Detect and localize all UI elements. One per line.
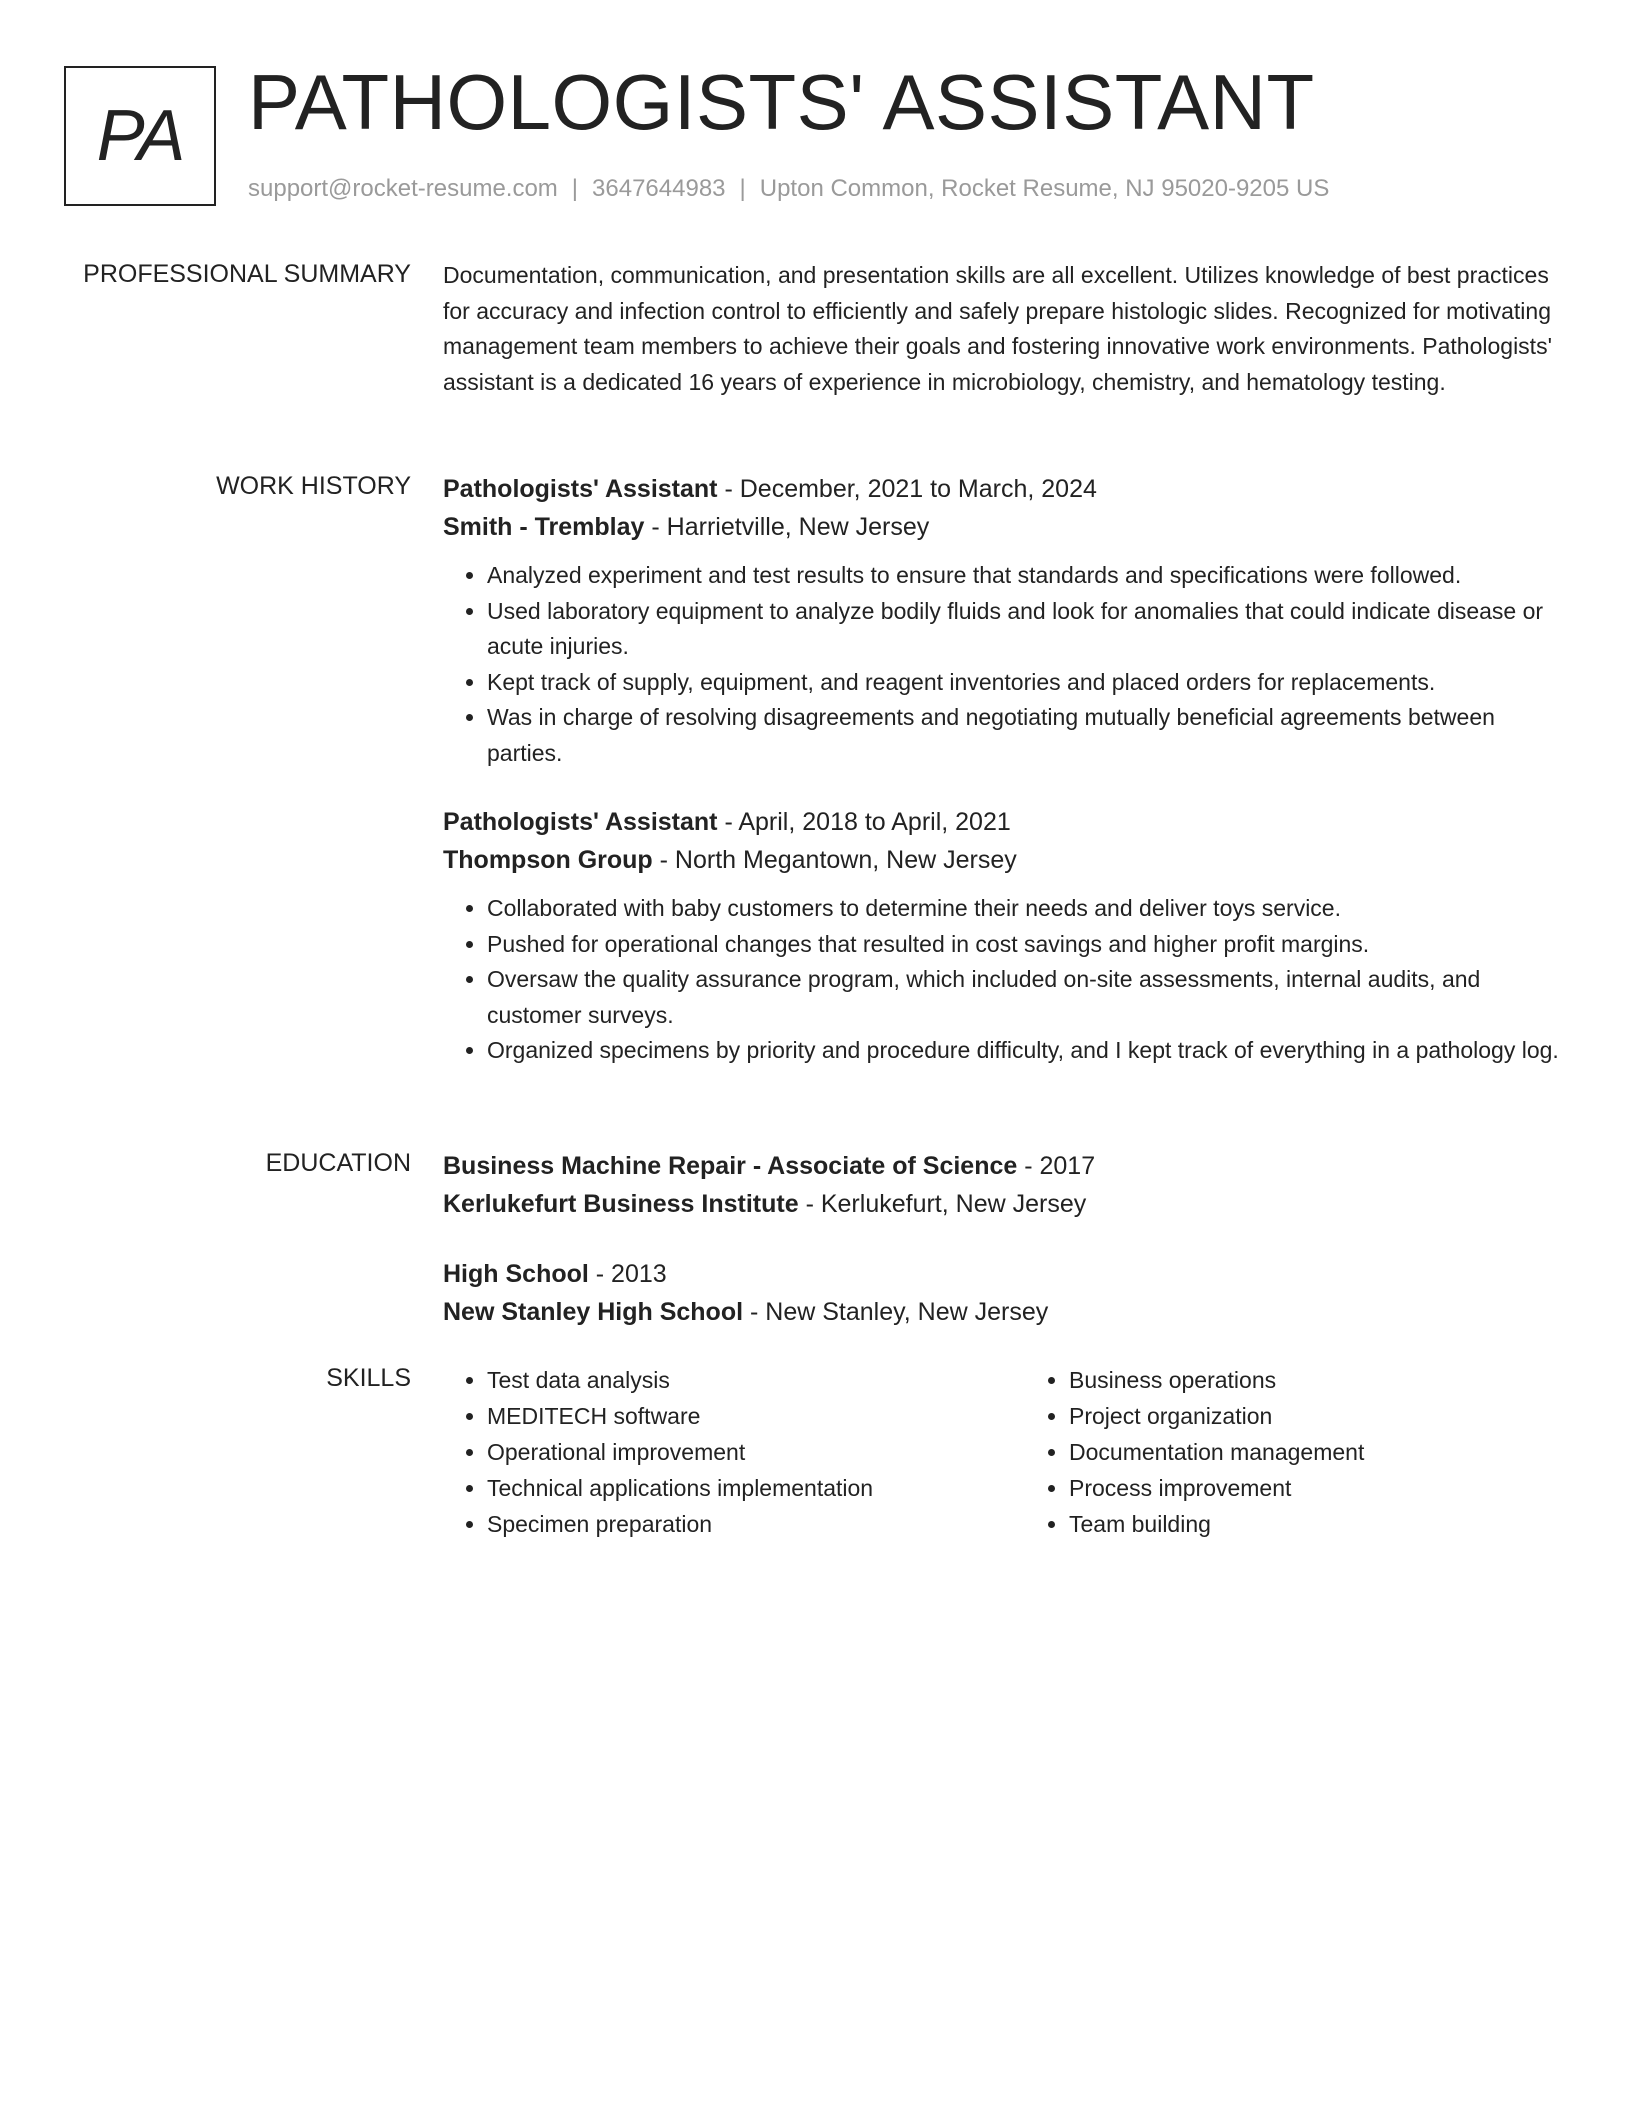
degree-line bbox=[443, 1147, 1563, 1185]
job-bullet: • Analyzed experiment and test results to ensure that standards and specifications were followed. bbox=[487, 558, 1563, 594]
job-bullet: • Used laboratory equipment to analyze bodily fluids and look for anomalies that could indicate disease or acute injuries. bbox=[487, 594, 1563, 665]
job-title-line bbox=[443, 470, 1563, 508]
school-location: - New Stanley, New Jersey bbox=[743, 1298, 1049, 1326]
school-line bbox=[443, 1185, 1563, 1223]
contact-separator: | bbox=[571, 175, 579, 202]
job-dates: - December, 2021 to March, 2024 bbox=[717, 475, 1097, 503]
skill-item: • Project organization bbox=[1069, 1398, 1563, 1434]
degree: Business Machine Repair - Associate of Science bbox=[443, 1152, 1018, 1180]
job-bullet: • Collaborated with baby customers to determine their needs and deliver toys service. bbox=[487, 891, 1563, 927]
school-line bbox=[443, 1293, 1563, 1331]
contact-email[interactable]: support@rocket-resume.com bbox=[248, 175, 558, 202]
skill-item: • Team building bbox=[1069, 1506, 1563, 1542]
job-bullet: • Kept track of supply, equipment, and reagent inventories and placed orders for replacements. bbox=[487, 665, 1563, 701]
job-bullet: • Was in charge of resolving disagreements and negotiating mutually beneficial agreements between parties. bbox=[487, 700, 1563, 771]
skill-item: • Documentation management bbox=[1069, 1434, 1563, 1470]
degree-year: - 2017 bbox=[1017, 1152, 1096, 1180]
education-body bbox=[443, 1147, 1563, 1363]
skill-item: • Operational improvement bbox=[487, 1434, 981, 1470]
summary-body bbox=[443, 258, 1563, 400]
job-company: Smith - Tremblay bbox=[443, 513, 645, 541]
job-title: Pathologists' Assistant bbox=[443, 808, 718, 836]
contact-separator: | bbox=[739, 175, 746, 202]
degree-line bbox=[443, 1255, 1563, 1293]
job-bullets bbox=[443, 558, 1563, 771]
job-bullet: • Pushed for operational changes that resulted in cost savings and higher profit margins. bbox=[487, 927, 1563, 963]
job-title-line bbox=[443, 803, 1563, 841]
job-company-line bbox=[443, 508, 1563, 546]
job-dates: - April, 2018 to April, 2021 bbox=[717, 808, 1011, 836]
job-bullets bbox=[443, 891, 1563, 1069]
job-location: - Harrietville, New Jersey bbox=[644, 513, 930, 541]
skill-item: • Test data analysis bbox=[487, 1362, 981, 1398]
section-label-education: EDUCATION bbox=[265, 1149, 411, 1177]
job-location: - North Megantown, New Jersey bbox=[652, 846, 1017, 874]
section-label-work-history: WORK HISTORY bbox=[216, 472, 411, 500]
school: New Stanley High School bbox=[443, 1298, 744, 1326]
section-label-skills: SKILLS bbox=[326, 1364, 411, 1392]
skill-item: • Process improvement bbox=[1069, 1470, 1563, 1506]
skill-item: • MEDITECH software bbox=[487, 1398, 981, 1434]
skills-columns bbox=[443, 1362, 1563, 1542]
monogram-initials: PA bbox=[96, 96, 184, 176]
school: Kerlukefurt Business Institute bbox=[443, 1190, 799, 1218]
skills-list-right bbox=[1025, 1362, 1563, 1542]
section-label-summary: PROFESSIONAL SUMMARY bbox=[83, 260, 411, 288]
education-entry bbox=[443, 1255, 1563, 1331]
skill-item: • Specimen preparation bbox=[487, 1506, 981, 1542]
degree-year: - 2013 bbox=[588, 1260, 667, 1288]
job-bullet: • Organized specimens by priority and procedure difficulty, and I kept track of everything in a pathology log. bbox=[487, 1033, 1563, 1069]
job-title: Pathologists' Assistant bbox=[443, 475, 718, 503]
contact-line bbox=[248, 174, 1329, 204]
work-history-body bbox=[443, 470, 1563, 1101]
job-bullet: • Oversaw the quality assurance program, which included on-site assessments, internal audits, and customer surveys. bbox=[487, 962, 1563, 1033]
candidate-name: PATHOLOGISTS' ASSISTANT bbox=[248, 58, 1315, 146]
job-company-line bbox=[443, 841, 1563, 879]
education-entry bbox=[443, 1147, 1563, 1223]
contact-phone[interactable]: 3647644983 bbox=[592, 175, 726, 202]
job-entry bbox=[443, 470, 1563, 771]
monogram-box bbox=[64, 66, 216, 206]
summary-text: Documentation, communication, and presentation skills are all excellent. Utilizes knowledge of best practices for accuracy and infection control to efficiently and safely prepare histologic slides. Recognized for motivating management team members to achieve their goals and fostering innovative work environments. Pathologists' assistant is a dedicated 16 years of experience in microbiology, chemistry, and hematology testing. bbox=[443, 262, 1552, 395]
skill-item: • Technical applications implementation bbox=[487, 1470, 981, 1506]
job-entry bbox=[443, 803, 1563, 1069]
skills-list-left bbox=[443, 1362, 981, 1542]
skills-body bbox=[443, 1362, 1563, 1542]
job-company: Thompson Group bbox=[443, 846, 653, 874]
degree: High School bbox=[443, 1260, 589, 1288]
contact-address: Upton Common, Rocket Resume, NJ 95020-9205 US bbox=[759, 175, 1330, 202]
school-location: - Kerlukefurt, New Jersey bbox=[798, 1190, 1087, 1218]
skill-item: • Business operations bbox=[1069, 1362, 1563, 1398]
